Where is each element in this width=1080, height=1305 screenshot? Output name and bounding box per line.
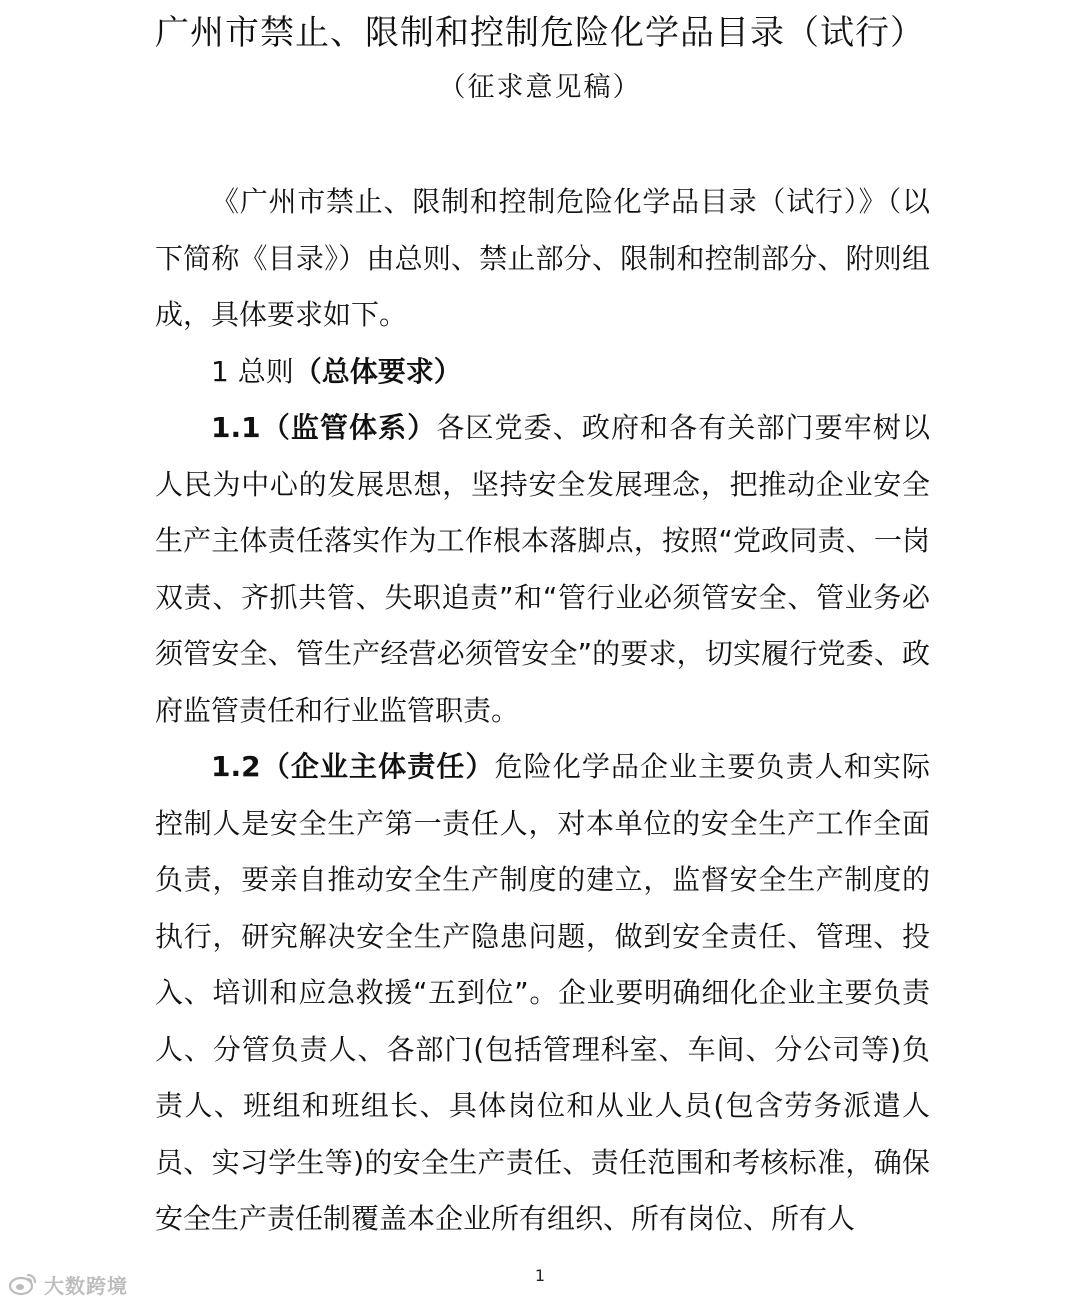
section-1-heading bbox=[155, 344, 930, 401]
section-1-label: 总则 bbox=[237, 354, 294, 388]
section-1-1-number: 1.1 bbox=[211, 411, 261, 444]
page-number: 1 bbox=[534, 1266, 546, 1285]
intro-paragraph: 《广州市禁止、限制和控制危险化学品目录（试行）》（以下简称《目录》）由总则、禁止部分、限制和控制部分、附则组成，具体要求如下。 bbox=[155, 185, 930, 331]
section-1-2-title: （企业主体责任） bbox=[260, 750, 495, 783]
section-1-1-title: （监管体系） bbox=[260, 411, 437, 444]
section-1-2-text: 危险化学品企业主要负责人和实际控制人是安全生产第一责任人，对本单位的安全生产工作全面负责，要亲自推动安全生产制度的建立，监督安全生产制度的执行，研究解决安全生产隐患问题，做到安全责任、管理、投入、培训和应急救援“五到位”。企业要明确细化企业主要负责人、分管负责人、各部门(包括管理科室、车间、分公司等)负责人、班组和班组长、具体岗位和从业人员(包含劳务派遣人员、实习学生等)的安全生产责任、责任范围和考核标准，确保安全生产责任制覆盖本企业所有组织、所有岗位、所有人 bbox=[155, 750, 930, 1235]
section-1-2-number: 1.2 bbox=[211, 750, 261, 783]
section-1-2-paragraph bbox=[155, 739, 930, 1248]
document-title: 广州市禁止、限制和控制危险化学品目录（试行） bbox=[155, 13, 925, 53]
section-1-number: 1 bbox=[211, 354, 229, 388]
document-subtitle: （征求意见稿） bbox=[438, 72, 642, 103]
section-1-title: （总体要求） bbox=[293, 354, 462, 388]
watermark-text: 大数跨境 bbox=[44, 1273, 128, 1298]
weibo-logo-icon bbox=[8, 1272, 38, 1296]
document-body bbox=[155, 174, 930, 1248]
section-1-1-paragraph bbox=[155, 400, 930, 739]
section-1-1-text: 各区党委、政府和各有关部门要牢树以人民为中心的发展思想，坚持安全发展理念，把推动企业安全生产主体责任落实作为工作根本落脚点，按照“党政同责、一岗双责、齐抓共管、失职追责”和“管行业必须管安全、管业务必须管安全、管生产经营必须管安全”的要求，切实履行党委、政府监管责任和行业监管职责。 bbox=[155, 411, 930, 727]
watermark bbox=[8, 1270, 128, 1298]
